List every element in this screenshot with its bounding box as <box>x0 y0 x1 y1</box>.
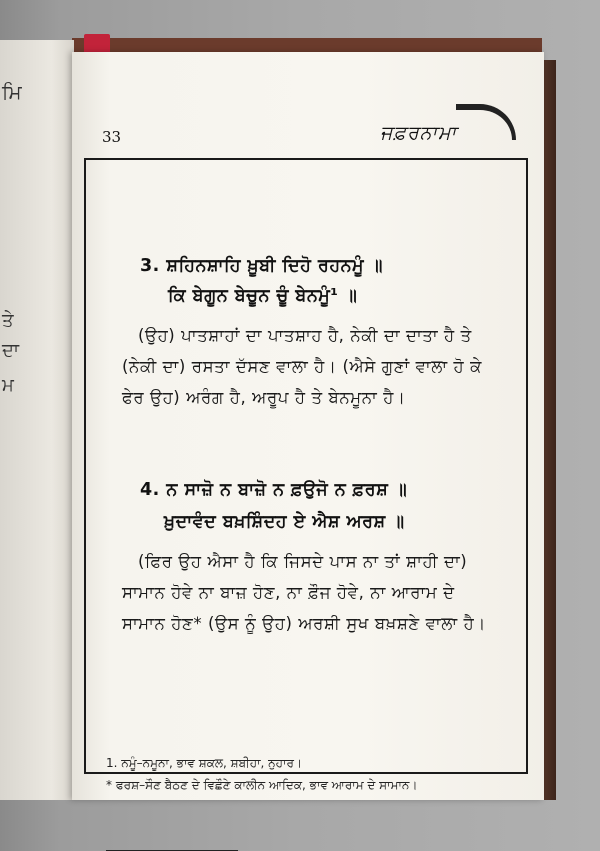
left-page-fragment: ਦਾ <box>2 340 20 361</box>
verse-3-line-2: ਕਿ ਬੇਗੂਨ ਬੇਚੂਨ ਚੂੰ ਬੇਨਮੂੰ¹ ॥ <box>168 286 358 306</box>
running-head-ornament <box>456 104 516 140</box>
verse-text: ਨ ਸਾਜ਼ੋ ਨ ਬਾਜ਼ੋ ਨ ਫ਼ਉਜੋ ਨ ਫ਼ਰਸ਼ ॥ <box>166 480 408 500</box>
left-page-fragment: ਮਿ <box>2 80 22 104</box>
footnote-1: 1. ਨਮੂੰ–ਨਮੂਨਾ, ਭਾਵ ਸ਼ਕਲ, ਸ਼ਬੀਹਾ, ਨੁਹਾਰ। <box>106 756 302 770</box>
translation-line: (ਫਿਰ ਉਹ ਐਸਾ ਹੈ ਕਿ ਜਿਸਦੇ ਪਾਸ ਨਾ ਤਾਂ ਸ਼ਾਹੀ ਦਾ) <box>138 552 468 571</box>
book-page <box>72 52 544 800</box>
verse-3-translation <box>122 320 518 413</box>
left-page-fragment: ਤੇ <box>2 310 14 331</box>
verse-text: ਸ਼ਹਿਨਸ਼ਾਹਿ ਖ਼ੂਬੀ ਦਿਹੋ ਰਹਨਮੂੰ ॥ <box>166 256 383 276</box>
verse-4-translation <box>122 546 518 639</box>
translation-line: ਸਾਮਾਨ ਹੋਣ* (ਉਸ ਨੂੰ ਉਹ) ਅਰਸ਼ੀ ਸੁਖ ਬਖ਼ਸ਼ਣੇ ਵਾਲਾ ਹੈ। <box>122 614 487 633</box>
translation-line: (ਨੇਕੀ ਦਾ) ਰਸਤਾ ਦੱਸਣ ਵਾਲਾ ਹੈ। (ਐਸੇ ਗੁਣਾਂ ਵਾਲਾ ਹੋ ਕੇ <box>122 357 482 376</box>
footnote-2: * ਫਰਸ਼–ਸੌਣ ਬੈਠਣ ਦੇ ਵਿਛੌਣੇ ਕਾਲੀਨ ਆਦਿਕ, ਭਾਵ ਆਰਾਮ ਦੇ ਸਾਮਾਨ। <box>106 778 418 792</box>
translation-line: (ਉਹ) ਪਾਤਸ਼ਾਹਾਂ ਦਾ ਪਾਤਸ਼ਾਹ ਹੈ, ਨੇਕੀ ਦਾ ਦਾਤਾ ਹੈ ਤੇ <box>138 326 472 345</box>
verse-4-line-1 <box>140 480 407 500</box>
verse-number: 4. <box>140 480 160 500</box>
translation-line: ਫੇਰ ਉਹ) ਅਰੰਗ ਹੈ, ਅਰੂਪ ਹੈ ਤੇ ਬੇਨਮੂਨਾ ਹੈ। <box>122 388 406 407</box>
running-head: ਜਫ਼ਰਨਾਮਾ <box>380 122 457 144</box>
verse-3-line-1 <box>140 256 383 276</box>
translation-line: ਸਾਮਾਨ ਹੋਵੇ ਨਾ ਬਾਜ਼ ਹੋਣ, ਨਾ ਫ਼ੌਜ ਹੋਵੇ, ਨਾ ਆਰਾਮ ਦੇ <box>122 583 455 602</box>
text-frame <box>84 158 528 792</box>
left-page-fragment: ਮ <box>2 375 14 396</box>
page-number: 33 <box>102 128 122 146</box>
verse-4-line-2: ਖ਼ੁਦਾਵੰਦ ਬਖ਼ਸ਼ਿੰਦਹ ਏ ਐਸ਼ ਅਰਸ਼ ॥ <box>164 512 405 532</box>
left-page-edge <box>0 40 74 800</box>
verse-number: 3. <box>140 256 160 276</box>
